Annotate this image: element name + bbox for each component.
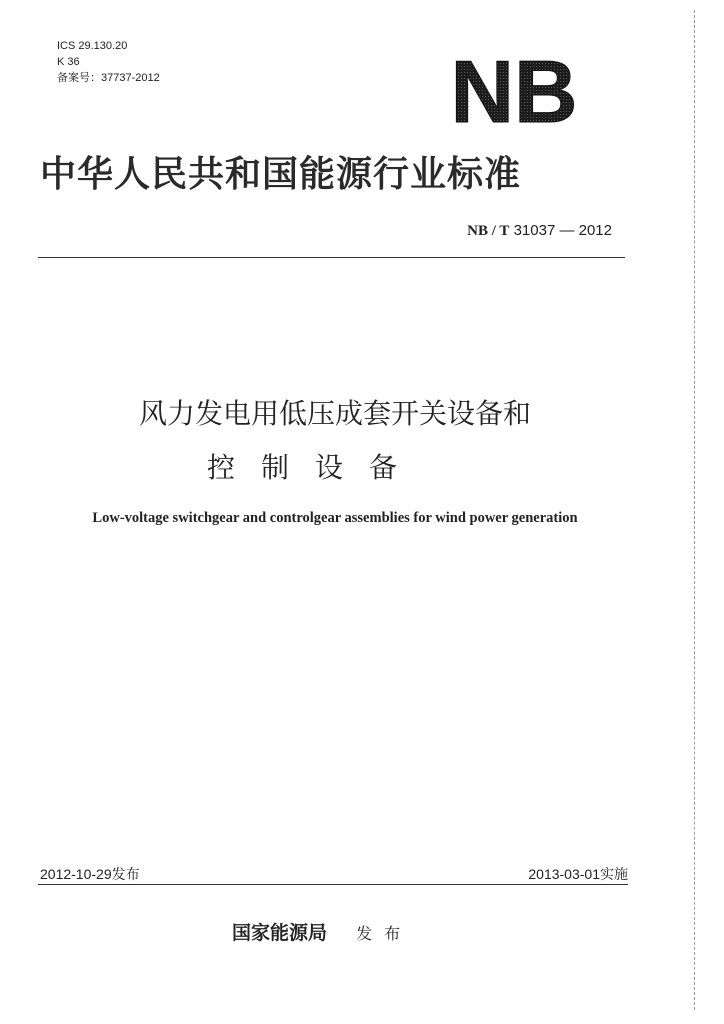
issue-date: 2012-10-29发布 [40, 866, 140, 882]
top-divider [38, 257, 625, 258]
ccs-code: K 36 [57, 56, 80, 68]
standard-prefix: NB / T [467, 223, 510, 239]
filing-number: 备案号：37737-2012 [57, 72, 160, 84]
publisher-line [232, 918, 412, 945]
publisher-action: 发布 [356, 924, 413, 943]
organization-title: 中华人民共和国能源行业标准 [40, 153, 522, 195]
nb-logo [448, 50, 580, 128]
title-chinese-line-1: 风力发电用低压成套开关设备和 [138, 397, 531, 430]
logo-text: NB [450, 50, 578, 128]
classification-block [57, 38, 160, 86]
standard-code: 31037 — 2012 [513, 222, 612, 239]
implementation-date: 2013-03-01实施 [528, 866, 628, 882]
scan-edge-line [694, 10, 696, 1010]
ics-code: ICS 29.130.20 [57, 40, 128, 52]
bottom-divider [38, 884, 628, 885]
title-chinese-line-2: 控制设备 [206, 451, 423, 484]
title-english: Low-voltage switchgear and controlgear assemblies for wind power generation [92, 510, 578, 526]
publisher-name: 国家能源局 [232, 922, 328, 944]
standard-number [467, 222, 612, 240]
